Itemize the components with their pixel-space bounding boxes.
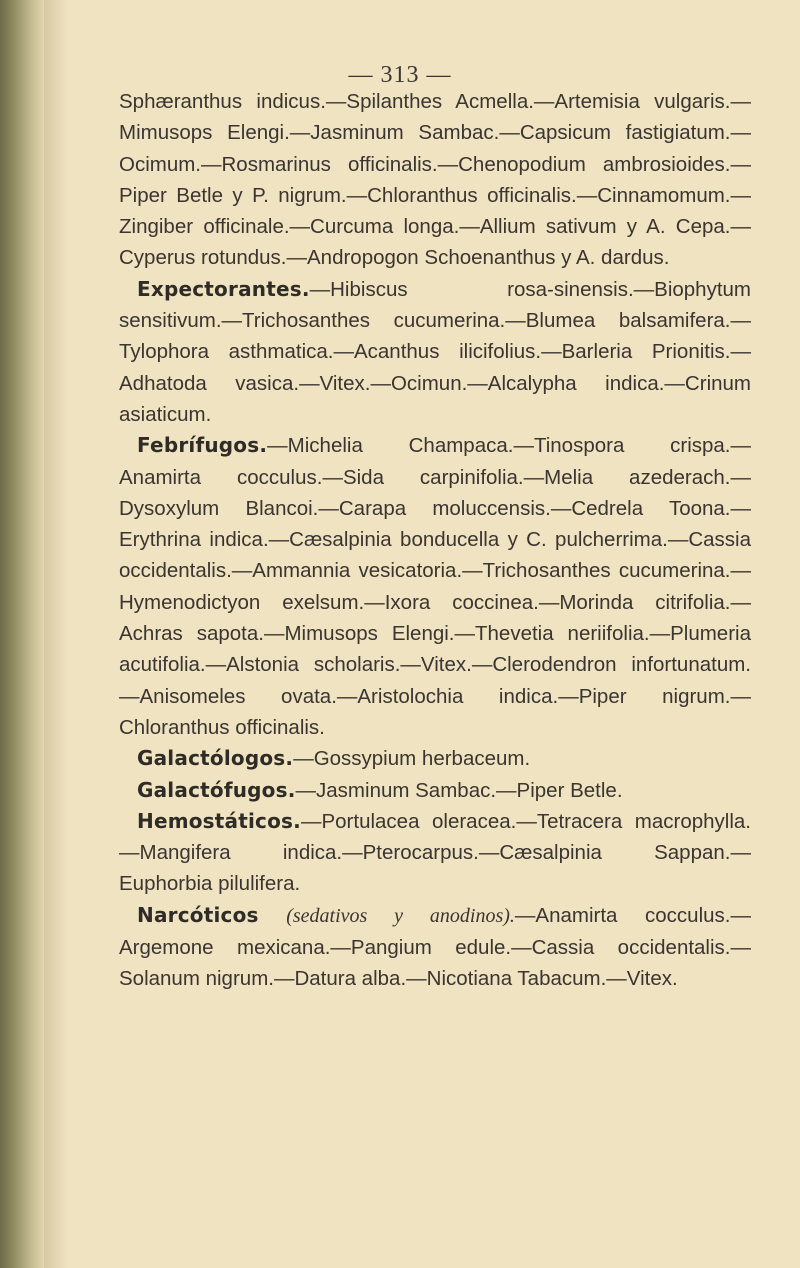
section-heading: Galactófugos.: [137, 777, 296, 802]
page-body: [119, 86, 751, 995]
intro-paragraph: [119, 86, 751, 274]
gutter-shadow: [44, 0, 68, 1268]
section-heading: Narcóticos: [137, 902, 259, 927]
section-aside: (sedativos y anodinos).: [286, 904, 515, 927]
section-heading: Febrífugos.: [137, 433, 268, 458]
section-febrifugos: [119, 430, 751, 743]
section-galactofugos: [119, 775, 751, 806]
section-heading: Hemostáticos.: [137, 808, 301, 833]
section-galactologos: [119, 743, 751, 774]
section-expectorantes: [119, 274, 751, 430]
section-text: —Hibiscus rosa-sinensis.—Biophytum sensitivum.—Trichosanthes cucumerina.—Blumea balsamifera.—Tylophora asthmatica.—Acanthus ilicifolius.—Barleria Prionitis.—Adhatoda vasica.—Vitex.—Ocimun.—Alcalypha indica.—Crinum asiaticum.: [119, 277, 751, 426]
book-gutter: [0, 0, 44, 1268]
section-heading: Galactólogos.: [137, 746, 294, 771]
section-text: —Anamirta cocculus.—Argemone mexicana.—Pangium edule.—Cassia occidentalis.—Solanum nigrum.—Datura alba.—Nicotiana Tabacum.—Vitex.: [119, 903, 751, 991]
section-text: —Portulacea oleracea.—Tetracera macrophylla.—Mangifera indica.—Pterocarpus.—Cæsalpinia Sappan.—Euphorbia pilulifera.: [119, 809, 751, 896]
section-text: —Gossypium herbaceum.: [293, 747, 531, 771]
intro-text: Sphæranthus indicus.—Spilanthes Acmella.—Artemisia vulgaris.—Mimusops Elengi.—Jasminum Sambac.—Capsicum fastigiatum.—Ocimum.—Rosmarinus officinalis.—Chenopodium ambrosioides.—Piper Betle y P. nigrum.—Chloranthus officinalis.—Cinnamomum.—Zingiber officinale.—Curcuma longa.—Allium sativum y A. Cepa.—Cyperus rotundus.—Andropogon Schoenanthus y A. dardus.: [119, 90, 751, 270]
section-hemostaticos: [119, 806, 751, 900]
section-narcoticos: [119, 900, 751, 995]
section-text: —Jasminum Sambac.—Piper Betle.: [295, 778, 623, 802]
section-heading: Expectorantes.: [137, 276, 310, 301]
section-text: —Michelia Champaca.—Tinospora crispa.—Anamirta cocculus.—Sida carpinifolia.—Melia azederach.—Dysoxylum Blancoi.—Carapa moluccensis.—Cedrela Toona.—Erythrina indica.—Cæsalpinia bonducella y C. pulcherrima.—Cassia occidentalis.—Ammannia vesicatoria.—Trichosanthes cucumerina.—Hymenodictyon exelsum.—Ixora coccinea.—Morinda citrifolia.—Achras sapota.—Mimusops Elengi.—Thevetia neriifolia.—Plumeria acutifolia.—Alstonia scholaris.—Vitex.—Clerodendron infortunatum.—Anisomeles ovata.—Aristolochia indica.—Piper nigrum.—Chloranthus officinalis.: [119, 434, 751, 739]
page-number: — 313 —: [348, 62, 452, 88]
